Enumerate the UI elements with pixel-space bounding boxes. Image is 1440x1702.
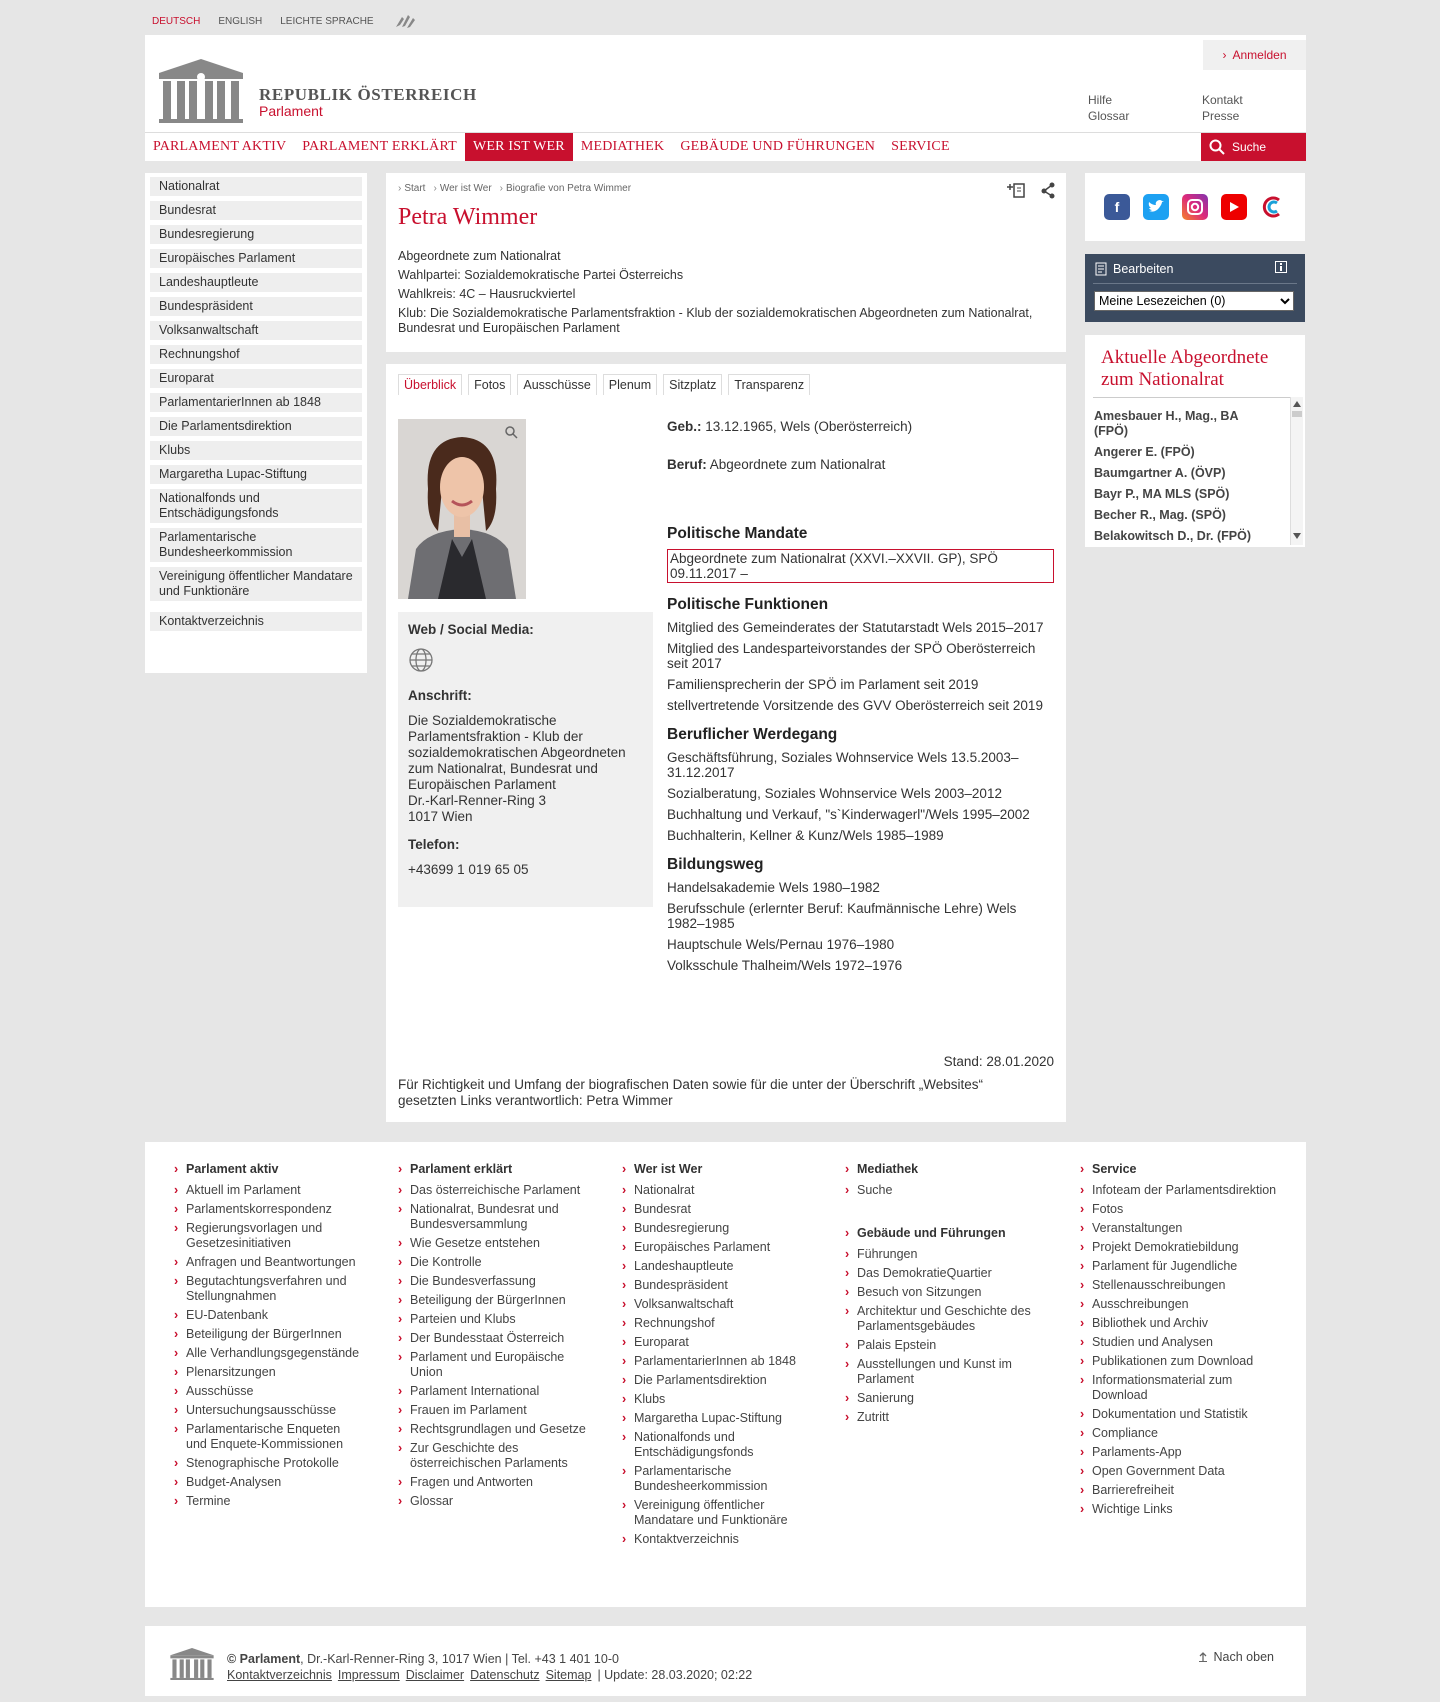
footer-heading[interactable]: › Service [1080,1162,1280,1176]
footer-link[interactable]: › Informationsmaterial zum Download [1080,1373,1280,1403]
page-actions [1006,181,1056,199]
footer-link[interactable]: › Vereinigung öffentlicher Mandatare und Funktionäre [622,1498,812,1528]
update-info: | Update: 28.03.2020; 02:22 [597,1668,753,1682]
footer-link[interactable]: › Nationalrat [622,1183,812,1198]
hilfe-link[interactable]: Hilfe [1088,93,1113,107]
main-nav [145,132,1306,160]
list-item[interactable]: Baumgartner A. (ÖVP) [1094,466,1226,480]
list-item[interactable]: Becher R., Mag. (SPÖ) [1094,508,1226,522]
bio-tabs [398,374,810,395]
footer-link[interactable]: › Fotos [1080,1202,1280,1217]
lang-deutsch[interactable]: DEUTSCH [152,15,201,27]
youtube-icon[interactable] [1221,194,1247,220]
link-impressum[interactable]: Impressum [337,1668,400,1682]
footer-link[interactable]: › Nationalrat, Bundesrat und Bundesversammlung [398,1202,588,1232]
list-item: Berufsschule (erlernter Beruf: Kaufmännische Lehre) Wels 1982–1985 [667,901,1017,931]
footer-link[interactable]: › Parlaments-App [1080,1445,1280,1460]
section-mandate-title: Politische Mandate [667,525,808,542]
page-title: Petra Wimmer [398,204,538,230]
left-menu-item[interactable]: Bundesrat [150,201,362,220]
address: Die Sozialdemokratische Parlamentsfraktion - Klub der sozialdemokratischen Abgeordneten zum Nationalrat, Bundesrat und Europäischen Parlament Dr.-Karl-Renner-Ring 3 1017 Wien [408,713,626,824]
left-menu-item[interactable]: Parlamentarische Bundesheerkommission [150,528,362,562]
person-wahlkreis: Wahlkreis: 4C – Hausruckviertel [398,287,576,301]
list-item: Sozialberatung, Soziales Wohnservice Wels 2003–2012 [667,786,1002,801]
footer-link[interactable]: › Kontaktverzeichnis [622,1532,812,1547]
bottom-bar [145,1626,1306,1696]
list-item: Mitglied des Landesparteivorstandes der SPÖ Oberösterreich seit 2017 [667,641,1036,671]
footer-heading[interactable]: › Mediathek [845,1162,1035,1176]
footer-sitemap [145,1142,1306,1607]
footer-link[interactable]: › Studien und Analysen [1080,1335,1280,1350]
footer-col-service [1080,1162,1280,1521]
tab-ausschuesse[interactable]: Ausschüsse [517,374,596,395]
left-menu-item[interactable]: Nationalfonds und Entschädigungsfonds [150,489,362,523]
footer-link[interactable]: › Wichtige Links [1080,1502,1280,1517]
footer-link[interactable]: › Open Government Data [1080,1464,1280,1479]
footer-link[interactable]: › Ausstellungen und Kunst im Parlament [845,1357,1035,1387]
footer-link[interactable]: › Termine [174,1494,364,1509]
footer-link[interactable]: › Volksanwaltschaft [622,1297,812,1312]
footer-link[interactable]: › Nationalfonds und Entschädigungsfonds [622,1430,812,1460]
left-menu-item[interactable]: Die Parlamentsdirektion [150,417,362,436]
footer-link[interactable]: › Ausschüsse [174,1384,364,1399]
list-item[interactable]: Belakowitsch D., Dr. (FPÖ) [1094,529,1251,543]
footer-link[interactable]: › Architektur und Geschichte des Parlamentsgebäudes [845,1304,1035,1334]
search-icon [1209,139,1225,155]
list-item: Volksschule Thalheim/Wels 1972–1976 [667,958,903,973]
phone-number: +43699 1 019 65 05 [408,862,529,877]
left-menu-item[interactable]: Nationalrat [150,177,362,196]
language-bar [152,14,418,28]
footer-link[interactable]: › Das österreichische Parlament [398,1183,588,1198]
nav-mediathek[interactable]: MEDIATHEK [580,138,665,154]
footer-link[interactable]: › Fragen und Antworten [398,1475,588,1490]
footer-col-parlament-erklaert [398,1162,588,1513]
login-button[interactable]: › Anmelden [1203,40,1306,70]
list-item[interactable]: Angerer E. (FPÖ) [1094,445,1195,459]
left-menu-item[interactable]: Bundespräsident [150,297,362,316]
search-button[interactable]: Suche [1201,133,1306,161]
footer-link[interactable]: › Anfragen und Beantwortungen [174,1255,364,1270]
footer-link[interactable]: › Die Parlamentsdirektion [622,1373,812,1388]
portrait-image [398,419,526,599]
footer-link[interactable]: › Parlament International [398,1384,588,1399]
list-item: Geschäftsführung, Soziales Wohnservice Wels 13.5.2003–31.12.2017 [667,750,1019,780]
list-item[interactable]: Bayr P., MA MLS (SPÖ) [1094,487,1230,501]
footer-link[interactable]: › Glossar [398,1494,588,1509]
footer-link[interactable]: › Die Bundesverfassung [398,1274,588,1289]
tab-plenum[interactable]: Plenum [603,374,657,395]
footer-link[interactable]: › Bundesregierung [622,1221,812,1236]
footer-link[interactable]: › ParlamentarierInnen ab 1848 [622,1354,812,1369]
footer-link[interactable]: › Projekt Demokratiebildung [1080,1240,1280,1255]
current-members-list [1085,398,1305,544]
person-header-card [386,173,1066,352]
left-menu-item[interactable]: Landeshauptleute [150,273,362,292]
left-menu-item[interactable]: Vereinigung öffentlicher Mandatare und Funktionäre [150,567,362,601]
footer-link[interactable]: › Regierungsvorlagen und Gesetzesinitiativen [174,1221,364,1251]
section-funktionen-title: Politische Funktionen [667,596,829,613]
logo-title: REPUBLIK ÖSTERREICH [259,85,477,104]
util-links-left [1088,92,1129,124]
back-to-top-button[interactable]: Nach oben [1198,1650,1274,1664]
footer-link[interactable]: › Stenographische Protokolle [174,1456,364,1471]
bottom-links [227,1667,752,1683]
bottom-info [227,1651,752,1683]
footer-heading[interactable]: › Parlament erklärt [398,1162,588,1176]
left-menu-item[interactable]: Klubs [150,441,362,460]
left-menu-item[interactable]: Rechnungshof [150,345,362,364]
footer-link[interactable]: › Europäisches Parlament [622,1240,812,1255]
lang-english[interactable]: ENGLISH [218,15,263,27]
footer-link[interactable]: › Infoteam der Parlamentsdirektion [1080,1183,1280,1198]
footer-link[interactable]: › Zutritt [845,1410,1035,1425]
birth-info: Geb.: 13.12.1965, Wels (Oberösterreich) [667,419,913,434]
tab-sitzplatz[interactable]: Sitzplatz [663,374,722,395]
footer-link[interactable]: › Der Bundesstaat Österreich [398,1331,588,1346]
footer-link[interactable]: › Parlamentarische Enqueten und Enquete-Kommissionen [174,1422,364,1452]
nav-service[interactable]: SERVICE [891,138,950,154]
facebook-icon[interactable]: f [1104,194,1130,220]
footer-heading[interactable]: › Gebäude und Führungen [845,1226,1035,1240]
parlament-logo-small-icon [169,1646,215,1680]
footer-link[interactable]: › Landeshauptleute [622,1259,812,1274]
footer-link[interactable]: › Begutachtungsverfahren und Stellungnahmen [174,1274,364,1304]
link-kontaktverzeichnis[interactable]: Kontaktverzeichnis [227,1668,332,1682]
info-icon[interactable] [1275,261,1287,276]
lang-leichte-sprache[interactable]: LEICHTE SPRACHE [280,15,374,27]
portrait-photo[interactable] [398,419,526,599]
footer-link[interactable]: › Publikationen zum Download [1080,1354,1280,1369]
footer-link[interactable]: › Ausschreibungen [1080,1297,1280,1312]
list-item: Buchhaltung und Verkauf, "s`Kinderwagerl"/Wels 1995–2002 [667,807,1030,822]
zoom-icon[interactable] [504,425,518,439]
current-members-panel [1085,335,1305,547]
footer-link[interactable]: › Klubs [622,1392,812,1407]
footer-link[interactable]: › Parlamentskorrespondenz [174,1202,364,1217]
footer-link[interactable]: › Führungen [845,1247,1035,1262]
list-item: Familiensprecherin der SPÖ im Parlament seit 2019 [667,677,979,692]
copyright: © Parlament [227,1652,301,1666]
footer-link[interactable]: › Plenarsitzungen [174,1365,364,1380]
disclaimer: Für Richtigkeit und Umfang der biografischen Daten sowie für die unter der Überschrift „Websites“ gesetzten Links verantwortlich: Petra Wimmer [398,1077,984,1108]
footer-link[interactable]: › EU-Datenbank [174,1308,364,1323]
left-menu-item[interactable]: Europäisches Parlament [150,249,362,268]
footer-link[interactable]: › Beteiligung der BürgerInnen [398,1293,588,1308]
biography-card [386,364,1066,1122]
glossar-link[interactable]: Glossar [1088,109,1130,123]
left-menu [145,173,367,673]
link-datenschutz[interactable]: Datenschutz [470,1668,540,1682]
footer-link[interactable]: › Rechtsgrundlagen und Gesetze [398,1422,588,1437]
bookmark-icon [1095,262,1107,276]
footer-link[interactable]: › Untersuchungsausschüsse [174,1403,364,1418]
footer-link[interactable]: › Rechnungshof [622,1316,812,1331]
chevron-right-icon: › [1222,48,1227,62]
mandate-entry: Abgeordnete zum Nationalrat (XXVI.–XXVII. GP), SPÖ 09.11.2017 – [667,549,1054,583]
list-item: Buchhalterin, Kellner & Kunz/Wels 1985–1989 [667,828,944,843]
footer-link[interactable]: › Frauen im Parlament [398,1403,588,1418]
nav-parlament-erklaert[interactable]: PARLAMENT ERKLÄRT [302,138,457,154]
section-werdegang-title: Beruflicher Werdegang [667,726,838,743]
presse-link[interactable]: Presse [1202,109,1240,123]
stand-date: Stand: 28.01.2020 [943,1054,1054,1069]
left-menu-item[interactable]: Bundesregierung [150,225,362,244]
person-klub: Klub: Die Sozialdemokratische Parlamentsfraktion - Klub der sozialdemokratischen Abgeordneten zum Nationalrat, Bundesrat und Europäischen Parlament [398,306,1033,335]
footer-link[interactable]: › Alle Verhandlungsgegenstände [174,1346,364,1361]
bottom-address: , Dr.-Karl-Renner-Ring 3, 1017 Wien | Tel. +43 1 401 10-0 [300,1652,619,1666]
left-menu-item[interactable]: Volksanwaltschaft [150,321,362,340]
social-media-bar [1085,173,1305,241]
person-meta [398,249,1054,336]
footer-link[interactable]: › Budget-Analysen [174,1475,364,1490]
parlament-app-icon[interactable] [1260,194,1286,220]
footer-link[interactable]: › Bibliothek und Archiv [1080,1316,1280,1331]
footer-link[interactable]: › Bundespräsident [622,1278,812,1293]
footer-link[interactable]: › Compliance [1080,1426,1280,1441]
footer-link[interactable]: › Stellenausschreibungen [1080,1278,1280,1293]
footer-col-mediathek [845,1162,1035,1429]
footer-link[interactable]: › Wie Gesetze entstehen [398,1236,588,1251]
breadcrumb-current[interactable]: › Biografie von Petra Wimmer [500,183,631,194]
left-menu-item[interactable]: ParlamentarierInnen ab 1848 [150,393,362,412]
left-menu-item[interactable]: Kontaktverzeichnis [150,612,362,631]
footer-link[interactable]: › Margaretha Lupac-Stiftung [622,1411,812,1426]
profession-info: Beruf: Abgeordnete zum Nationalrat [667,457,886,472]
footer-link[interactable]: › Parlament und Europäische Union [398,1350,588,1380]
arrow-up-icon [1198,1652,1208,1662]
left-menu-item[interactable]: Margaretha Lupac-Stiftung [150,465,362,484]
list-item: Hauptschule Wels/Pernau 1976–1980 [667,937,895,952]
footer-link[interactable]: › Bundesrat [622,1202,812,1217]
footer-heading[interactable]: › Wer ist Wer [622,1162,812,1176]
edit-panel [1085,254,1305,322]
address-label: Anschrift: [408,688,472,703]
footer-link[interactable]: › Besuch von Sitzungen [845,1285,1035,1300]
footer-link[interactable]: › Veranstaltungen [1080,1221,1280,1236]
edit-panel-header: Bearbeiten [1093,254,1297,284]
footer-link[interactable]: › Europarat [622,1335,812,1350]
site-header [145,35,1306,161]
util-links-right [1202,92,1243,124]
footer-link[interactable]: › Zur Geschichte des österreichischen Parlaments [398,1441,588,1471]
footer-link[interactable]: › Das DemokratieQuartier [845,1266,1035,1281]
footer-link[interactable]: › Dokumentation und Statistik [1080,1407,1280,1422]
phone-label: Telefon: [408,837,460,852]
footer-link[interactable]: › Parteien und Klubs [398,1312,588,1327]
footer-heading[interactable]: › Parlament aktiv [174,1162,364,1176]
list-item[interactable]: Amesbauer H., Mag., BA (FPÖ) [1094,409,1239,438]
person-role: Abgeordnete zum Nationalrat [398,249,561,263]
members-scrollbar[interactable] [1290,397,1303,545]
section-bildung-title: Bildungsweg [667,856,764,873]
footer-link[interactable]: › Beteiligung der BürgerInnen [174,1327,364,1342]
footer-link[interactable]: › Suche [845,1183,1035,1198]
footer-col-wer-ist-wer [622,1162,812,1551]
logo-subtitle: Parlament [259,103,323,119]
footer-link[interactable]: › Die Kontrolle [398,1255,588,1270]
sign-language-icon[interactable] [392,11,418,31]
instagram-icon[interactable] [1182,194,1208,220]
footer-link[interactable]: › Parlament für Jugendliche [1080,1259,1280,1274]
web-label: Web / Social Media: [408,622,534,637]
footer-link[interactable]: › Parlamentarische Bundesheerkommission [622,1464,812,1494]
contact-box [398,612,653,907]
footer-link[interactable]: › Barrierefreiheit [1080,1483,1280,1498]
list-item: Handelsakademie Wels 1980–1982 [667,880,880,895]
twitter-icon[interactable] [1143,194,1169,220]
list-item: Mitglied des Gemeinderates der Statutarstadt Wels 2015–2017 [667,620,1044,635]
kontakt-link[interactable]: Kontakt [1202,93,1243,107]
person-wahlpartei: Wahlpartei: Sozialdemokratische Partei Österreichs [398,268,684,282]
globe-icon[interactable] [408,647,434,673]
tab-fotos[interactable]: Fotos [468,374,511,395]
breadcrumb-wer-ist-wer[interactable]: › Wer ist Wer [433,183,491,194]
tab-transparenz[interactable]: Transparenz [728,374,810,395]
nav-gebaeude-fuehrungen[interactable]: GEBÄUDE UND FÜHRUNGEN [680,138,876,154]
link-sitemap[interactable]: Sitemap [545,1668,592,1682]
breadcrumb [398,183,1054,194]
nav-wer-ist-wer[interactable]: WER IST WER [465,133,573,161]
footer-link[interactable]: › Sanierung [845,1391,1035,1406]
bookmark-add-icon[interactable] [1006,181,1026,199]
breadcrumb-start[interactable]: › Start [398,183,425,194]
bookmarks-select[interactable] [1094,291,1294,311]
footer-link[interactable]: › Aktuell im Parlament [174,1183,364,1198]
current-members-title: Aktuelle Abgeordnete zum Nationalrat [1101,347,1269,390]
link-disclaimer[interactable]: Disclaimer [405,1668,465,1682]
share-icon[interactable] [1040,181,1056,199]
nav-parlament-aktiv[interactable]: PARLAMENT AKTIV [153,138,287,154]
list-item: stellvertretende Vorsitzende des GVV Oberösterreich seit 2019 [667,698,1043,713]
footer-link[interactable]: › Palais Epstein [845,1338,1035,1353]
biography [667,419,1054,979]
footer-col-parlament-aktiv [174,1162,364,1513]
tab-ueberblick[interactable]: Überblick [398,374,462,395]
left-menu-item[interactable]: Europarat [150,369,362,388]
